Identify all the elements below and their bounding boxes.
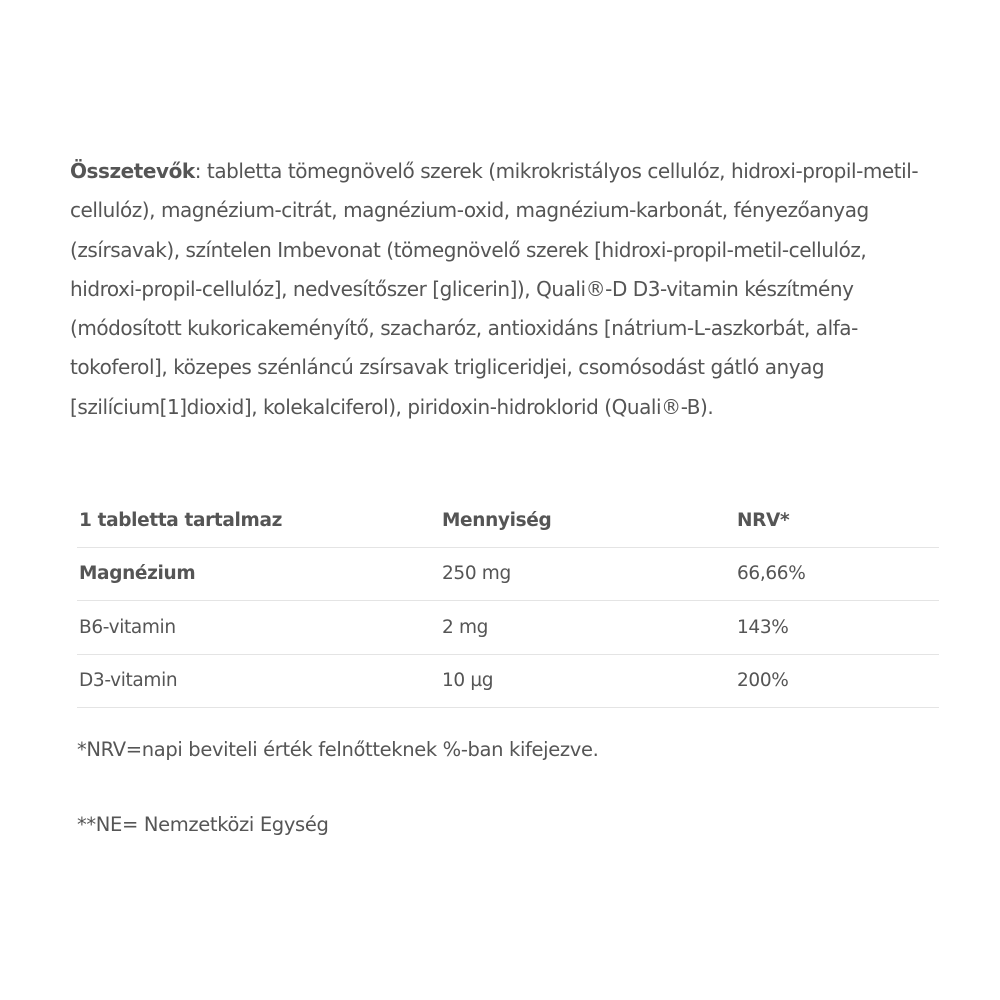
nutrient-nrv: 143%	[735, 601, 939, 655]
nutrient-amount: 2 mg	[440, 601, 735, 655]
column-header-content: 1 tabletta tartalmaz	[77, 494, 440, 547]
nutrient-nrv: 66,66%	[735, 547, 939, 601]
ingredients-text: : tabletta tömegnövelő szerek (mikrokristályos cellulóz, hidroxi-propil-metil-cellulóz), magnézium-citrát, magnézium-oxid, magnézium-karbonát, fényezőanyag (zsírsavak), színtelen Imbevonat (tömegnövelő szerek [hidroxi-propil-metil-cellulóz, hidroxi-propil-cellulóz], nedvesítőszer [glicerin]), Quali®-D D3-vitamin készítmény (módosított kukoricakeményítő, szacharóz, antioxidáns [nátrium-L-aszkorbát, alfa-tokoferol], közepes szénláncú zsírsavak trigliceridjei, csomósodást gátló anyag [szilícium[1]dioxid], kolekalciferol), piridoxin-hidroklorid (Quali®-B).	[70, 159, 919, 419]
nutrition-table	[77, 494, 939, 708]
nutrient-name: B6-vitamin	[77, 601, 440, 655]
ingredients-label: Összetevők	[70, 159, 195, 183]
table-row	[77, 601, 939, 655]
table-row	[77, 654, 939, 708]
nutrient-nrv: 200%	[735, 654, 939, 708]
ne-footnote: **NE= Nemzetközi Egység	[77, 813, 329, 836]
column-header-nrv: NRV*	[735, 494, 939, 547]
table-row	[77, 547, 939, 601]
nutrient-name: D3-vitamin	[77, 654, 440, 708]
nutrient-amount: 10 µg	[440, 654, 735, 708]
nutrient-amount: 250 mg	[440, 547, 735, 601]
nutrient-name: Magnézium	[77, 547, 440, 601]
ingredients-paragraph	[70, 152, 930, 427]
column-header-quantity: Mennyiség	[440, 494, 735, 547]
nrv-footnote: *NRV=napi beviteli érték felnőtteknek %-ban kifejezve.	[77, 738, 599, 761]
table-header-row	[77, 494, 939, 547]
